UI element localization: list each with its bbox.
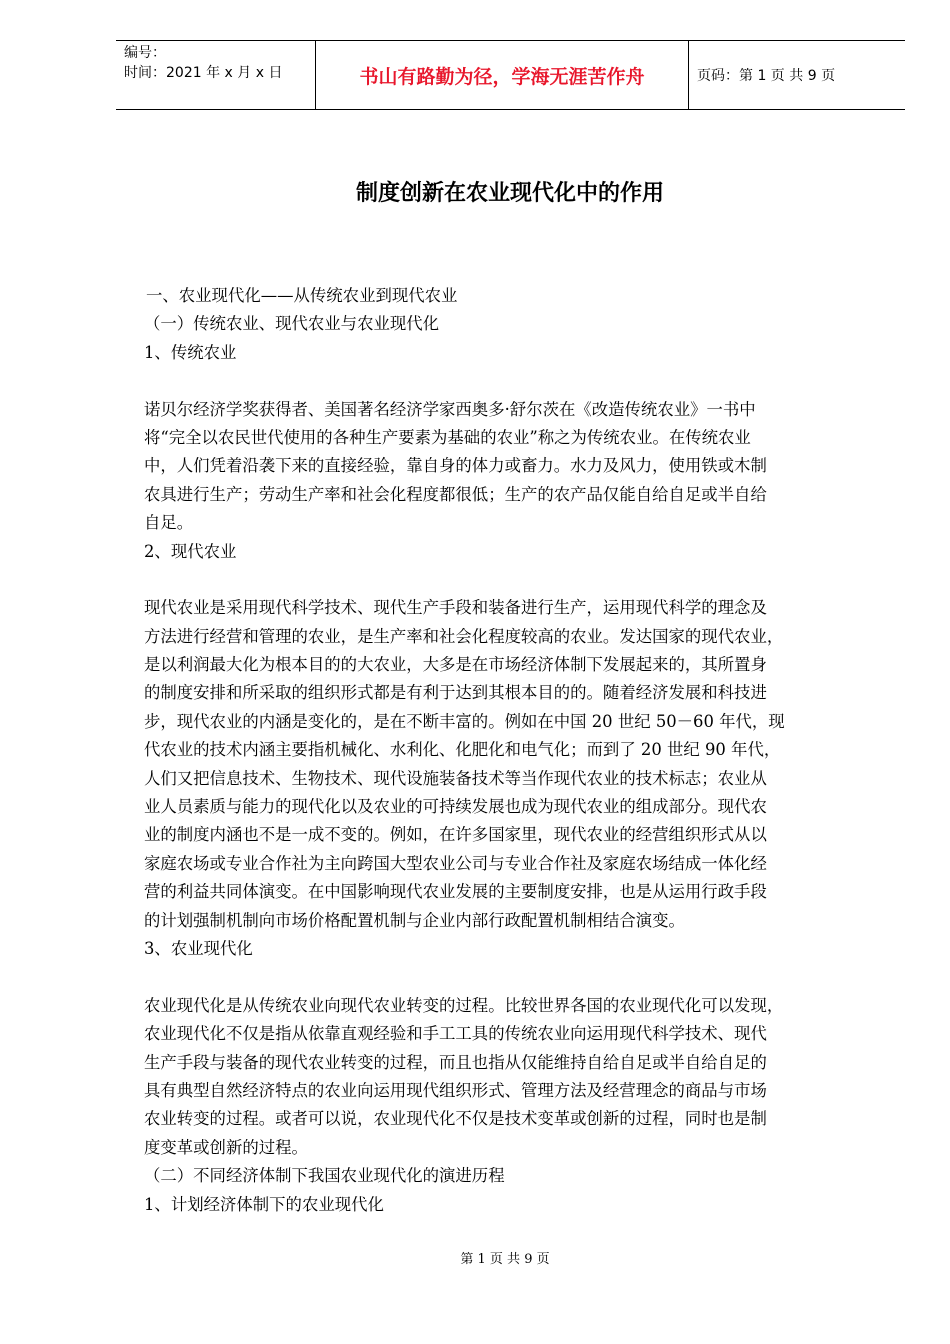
paragraph-line: 生产手段与装备的现代农业转变的过程，而且也指从仅能维持自给自足或半自给自足的 [144,1052,767,1072]
paragraph-line: 业人员素质与能力的现代化以及农业的可持续发展也成为现代农业的组成部分。现代农 [144,797,767,817]
paragraph-traditional [144,396,884,538]
paragraph-line: 农业现代化不仅是指从依靠直观经验和手工工具的传统农业向运用现代科学技术、现代 [144,1024,767,1044]
header-table [116,40,905,110]
item-heading-modern: 2、现代农业 [144,541,237,561]
paragraph-modernization [144,992,884,1162]
paragraph-line: 人们又把信息技术、生物技术、现代设施装备技术等当作现代农业的技术标志；农业从 [144,768,767,788]
paragraph-line: 中，人们凭着沿袭下来的直接经验，靠自身的体力或畜力。水力及风力，使用铁或木制 [144,456,767,476]
paragraph-line: 方法进行经营和管理的农业，是生产率和社会化程度较高的农业。发达国家的现代农业， [144,626,784,646]
paragraph-line: 现代农业是采用现代科学技术、现代生产手段和装备进行生产，运用现代科学的理念及 [144,598,767,618]
document-title: 制度创新在农业现代化中的作用 [355,181,664,206]
item-heading-planned-economy: 1、计划经济体制下的农业现代化 [144,1194,384,1214]
item-heading-traditional: 1、传统农业 [144,342,237,362]
header-motto-cell [315,41,689,109]
item-heading-modernization: 3、农业现代化 [144,938,253,958]
header-page-cell [689,41,905,109]
paragraph-line: 代农业的技术内涵主要指机械化、水利化、化肥化和电气化；而到了 20 世纪 90 年代， [144,740,781,760]
paragraph-line: 步，现代农业的内涵是变化的，是在不断丰富的。例如在中国 20 世纪 50－60 年代，现 [144,711,785,731]
paragraph-line: 业的制度内涵也不是一成不变的。例如，在许多国家里，现代农业的经营组织形式从以 [144,825,767,845]
paragraph-line: 诺贝尔经济学奖获得者、美国著名经济学家西奥多·舒尔茨在《改造传统农业》一书中 [144,399,756,419]
paragraph-line: 具有典型自然经济特点的农业向运用现代组织形式、管理方法及经营理念的商品与市场 [144,1080,767,1100]
paragraph-line: 的制度安排和所采取的组织形式都是有利于达到其根本目的的。随着经济发展和科技进 [144,683,767,703]
serial-label: 编号： [124,45,166,61]
paragraph-modern [144,594,884,935]
paragraph-line: 自足。 [144,513,194,533]
time-label: 时间：2021 年 x 月 x 日 [124,65,283,81]
page-footer: 第 1 页 共 9 页 [460,1252,550,1267]
header-meta-cell [116,41,315,109]
paragraph-line: 营的利益共同体演变。在中国影响现代农业发展的主要制度安排，也是从运用行政手段 [144,882,767,902]
paragraph-line: 度变革或创新的过程。 [144,1137,308,1157]
paragraph-line: 农具进行生产；劳动生产率和社会化程度都很低；生产的农产品仅能自给自足或半自给 [144,484,767,504]
document-body [144,282,884,1219]
subsection-heading-2: （二）不同经济体制下我国农业现代化的演进历程 [144,1166,505,1186]
paragraph-line: 农业转变的过程。或者可以说，农业现代化不仅是技术变革或创新的过程，同时也是制 [144,1109,767,1129]
paragraph-line: 是以利润最大化为根本目的的大农业，大多是在市场经济体制下发展起来的，其所置身 [144,655,767,675]
motto-text: 书山有路勤为径，学海无涯苦作舟 [359,65,645,88]
page-info: 页码：第 1 页 共 9 页 [697,68,836,84]
section-heading: 一、农业现代化——从传统农业到现代农业 [146,286,458,305]
subsection-heading-1: （一）传统农业、现代农业与农业现代化 [144,314,440,334]
paragraph-line: 家庭农场或专业合作社为主向跨国大型农业公司与专业合作社及家庭农场结成一体化经 [144,853,767,873]
paragraph-line: 将“完全以农民世代使用的各种生产要素为基础的农业”称之为传统农业。在传统农业 [144,427,751,447]
paragraph-line: 农业现代化是从传统农业向现代农业转变的过程。比较世界各国的农业现代化可以发现， [144,995,784,1015]
paragraph-line: 的计划强制机制向市场价格配置机制与企业内部行政配置机制相结合演变。 [144,910,685,930]
